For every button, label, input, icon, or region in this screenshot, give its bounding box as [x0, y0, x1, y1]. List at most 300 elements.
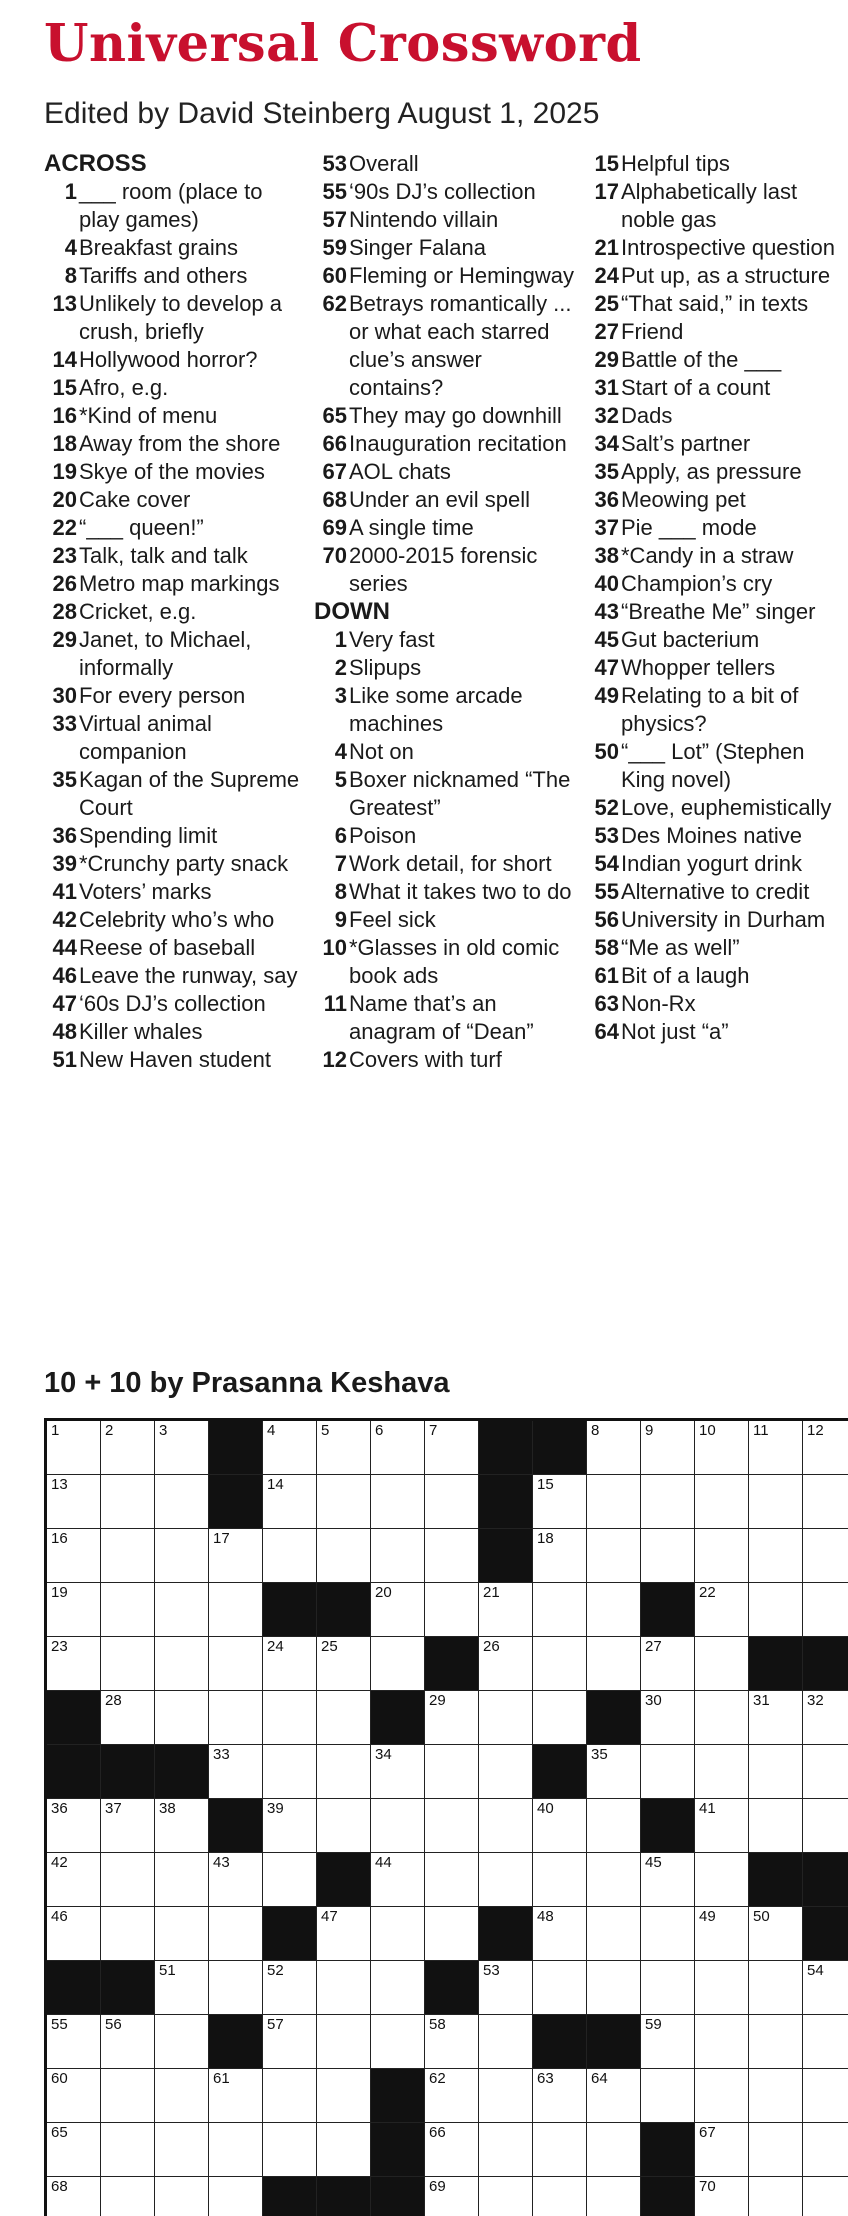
grid-cell[interactable]: [425, 2177, 479, 2216]
grid-cell[interactable]: [749, 2015, 803, 2069]
grid-cell[interactable]: [479, 2015, 533, 2069]
grid-cell[interactable]: [263, 1853, 317, 1907]
grid-cell[interactable]: [101, 1691, 155, 1745]
clue-number: 16: [52, 403, 77, 428]
cell-number: 39: [267, 1800, 284, 1817]
grid-block: [641, 2177, 695, 2216]
clue-number: 1: [64, 179, 77, 204]
grid-cell[interactable]: [317, 1907, 371, 1961]
cell-number: 7: [429, 1422, 438, 1439]
grid-cell[interactable]: [317, 1961, 371, 2015]
grid-cell[interactable]: [425, 1583, 479, 1637]
grid-block: [155, 1745, 209, 1799]
grid-block: [209, 1421, 263, 1475]
grid-cell[interactable]: [317, 1745, 371, 1799]
clue-text: Des Moines native: [621, 823, 802, 848]
grid-cell[interactable]: [101, 1853, 155, 1907]
grid-cell[interactable]: [587, 1907, 641, 1961]
clue-number: 60: [322, 263, 347, 288]
grid-cell[interactable]: [641, 1691, 695, 1745]
grid-block: [47, 1691, 101, 1745]
clue-number: 2: [334, 655, 347, 680]
grid-cell[interactable]: [479, 2123, 533, 2177]
grid-cell[interactable]: [479, 2177, 533, 2216]
grid-block: [371, 1691, 425, 1745]
grid-cell[interactable]: [641, 1637, 695, 1691]
grid-cell[interactable]: [155, 2015, 209, 2069]
grid-cell[interactable]: [263, 2015, 317, 2069]
grid-cell[interactable]: [479, 1961, 533, 2015]
clue-text: *Crunchy party snack: [79, 851, 289, 876]
grid-cell[interactable]: [425, 2123, 479, 2177]
grid-cell[interactable]: [695, 1799, 749, 1853]
clue-number: 43: [594, 599, 619, 624]
grid-cell[interactable]: [803, 1745, 848, 1799]
grid-cell[interactable]: [749, 1907, 803, 1961]
grid-cell[interactable]: [47, 1907, 101, 1961]
grid-cell[interactable]: [317, 1637, 371, 1691]
cell-number: 36: [51, 1800, 68, 1817]
grid-cell[interactable]: [749, 1475, 803, 1529]
clue-text: ___ room (place to play games): [79, 179, 263, 232]
grid-cell[interactable]: [209, 1583, 263, 1637]
grid-cell[interactable]: [47, 1529, 101, 1583]
grid-cell[interactable]: [587, 1961, 641, 2015]
grid-cell[interactable]: [209, 1853, 263, 1907]
clue-number: 26: [52, 571, 77, 596]
clue-number: 57: [322, 207, 347, 232]
grid-cell[interactable]: [749, 2177, 803, 2216]
clue-item: [44, 514, 306, 542]
grid-cell[interactable]: [695, 1475, 749, 1529]
clue-text: “___ Lot” (Stephen King novel): [621, 739, 805, 792]
clue-number: 5: [334, 767, 347, 792]
grid-cell[interactable]: [155, 1853, 209, 1907]
grid-cell[interactable]: [101, 1529, 155, 1583]
clue-number: 4: [334, 739, 347, 764]
grid-cell[interactable]: [425, 2015, 479, 2069]
grid-cell[interactable]: [101, 1475, 155, 1529]
grid-cell[interactable]: [695, 1637, 749, 1691]
grid-cell[interactable]: [695, 2123, 749, 2177]
grid-cell[interactable]: [695, 1529, 749, 1583]
grid-cell[interactable]: [695, 1745, 749, 1799]
clue-item: [44, 710, 306, 766]
grid-cell[interactable]: [101, 2123, 155, 2177]
grid-cell[interactable]: [371, 1745, 425, 1799]
grid-cell[interactable]: [749, 2069, 803, 2123]
grid-cell[interactable]: [425, 1799, 479, 1853]
grid-cell[interactable]: [803, 2123, 848, 2177]
grid-cell[interactable]: [479, 1583, 533, 1637]
grid-cell[interactable]: [317, 2069, 371, 2123]
grid-cell[interactable]: [803, 1475, 848, 1529]
grid-cell[interactable]: [155, 1583, 209, 1637]
clue-number: 35: [594, 459, 619, 484]
grid-cell[interactable]: [425, 1907, 479, 1961]
clue-item: [586, 290, 848, 318]
clue-number: 31: [594, 375, 619, 400]
grid-cell[interactable]: [803, 1529, 848, 1583]
cell-number: 65: [51, 2124, 68, 2141]
grid-cell[interactable]: [587, 1745, 641, 1799]
grid-cell[interactable]: [749, 1799, 803, 1853]
grid-cell[interactable]: [425, 2069, 479, 2123]
grid-cell[interactable]: [587, 2123, 641, 2177]
clue-item: [44, 430, 306, 458]
clue-number: 56: [594, 907, 619, 932]
grid-cell[interactable]: [47, 2015, 101, 2069]
grid-cell[interactable]: [641, 1853, 695, 1907]
grid-cell[interactable]: [803, 1583, 848, 1637]
clue-text: Salt’s partner: [621, 431, 751, 456]
clue-item: [44, 626, 306, 682]
cell-number: 9: [645, 1422, 654, 1439]
clue-text: *Kind of menu: [79, 403, 218, 428]
cell-number: 62: [429, 2070, 446, 2087]
clue-number: 22: [52, 515, 77, 540]
grid-cell[interactable]: [263, 1637, 317, 1691]
cell-number: 64: [591, 2070, 608, 2087]
grid-cell[interactable]: [371, 1637, 425, 1691]
grid-cell[interactable]: [155, 1475, 209, 1529]
clue-text: Love, euphemistically: [621, 795, 832, 820]
clue-number: 35: [52, 767, 77, 792]
grid-cell[interactable]: [695, 1907, 749, 1961]
grid-cell[interactable]: [371, 1529, 425, 1583]
grid-cell[interactable]: [749, 1583, 803, 1637]
grid-cell[interactable]: [479, 1691, 533, 1745]
clue-text: Virtual animal companion: [79, 711, 212, 764]
grid-cell[interactable]: [317, 1799, 371, 1853]
clue-text: Start of a count: [621, 375, 771, 400]
grid-cell[interactable]: [587, 1421, 641, 1475]
clue-item: [586, 738, 848, 794]
grid-cell[interactable]: [641, 1961, 695, 2015]
grid-cell[interactable]: [317, 1529, 371, 1583]
grid-cell[interactable]: [209, 1907, 263, 1961]
grid-cell[interactable]: [371, 1421, 425, 1475]
grid-cell[interactable]: [155, 1907, 209, 1961]
grid-cell[interactable]: [695, 1961, 749, 2015]
grid-cell[interactable]: [155, 1637, 209, 1691]
crossword-grid: [44, 1418, 848, 2216]
grid-cell[interactable]: [263, 1961, 317, 2015]
grid-cell[interactable]: [803, 2069, 848, 2123]
grid-cell[interactable]: [209, 1745, 263, 1799]
grid-cell[interactable]: [749, 2123, 803, 2177]
clue-column-3: [586, 150, 848, 1046]
grid-cell[interactable]: [371, 1907, 425, 1961]
grid-cell[interactable]: [425, 1691, 479, 1745]
clue-number: 18: [52, 431, 77, 456]
clue-item: [44, 262, 306, 290]
clue-number: 46: [52, 963, 77, 988]
grid-cell[interactable]: [47, 1583, 101, 1637]
grid-cell[interactable]: [425, 1421, 479, 1475]
grid-cell[interactable]: [479, 1745, 533, 1799]
grid-cell[interactable]: [101, 1583, 155, 1637]
grid-cell[interactable]: [533, 1853, 587, 1907]
cell-number: 67: [699, 2124, 716, 2141]
clue-item: [44, 766, 306, 822]
grid-cell[interactable]: [533, 1961, 587, 2015]
grid-cell[interactable]: [479, 1853, 533, 1907]
clue-number: 4: [64, 235, 77, 260]
grid-cell[interactable]: [803, 1691, 848, 1745]
grid-cell[interactable]: [371, 1853, 425, 1907]
cell-number: 42: [51, 1854, 68, 1871]
cell-number: 41: [699, 1800, 716, 1817]
clue-item: [44, 990, 306, 1018]
grid-cell[interactable]: [371, 1475, 425, 1529]
grid-cell[interactable]: [155, 1421, 209, 1475]
grid-cell[interactable]: [641, 2015, 695, 2069]
grid-cell[interactable]: [641, 1421, 695, 1475]
clue-item: [44, 542, 306, 570]
clue-number: 24: [594, 263, 619, 288]
grid-cell[interactable]: [695, 1583, 749, 1637]
grid-cell[interactable]: [587, 1583, 641, 1637]
clue-number: 68: [322, 487, 347, 512]
grid-cell[interactable]: [803, 1421, 848, 1475]
grid-cell[interactable]: [263, 1799, 317, 1853]
clue-item: [586, 654, 848, 682]
grid-cell[interactable]: [587, 1799, 641, 1853]
clue-text: Hollywood horror?: [79, 347, 258, 372]
clue-number: 15: [594, 151, 619, 176]
clue-text: What it takes two to do: [349, 879, 572, 904]
grid-block: [425, 1637, 479, 1691]
clue-item: [314, 486, 576, 514]
clue-text: Whopper tellers: [621, 655, 776, 680]
grid-cell[interactable]: [101, 1907, 155, 1961]
grid-cell[interactable]: [209, 1691, 263, 1745]
grid-cell[interactable]: [695, 1421, 749, 1475]
clue-text: Boxer nicknamed “The Greatest”: [349, 767, 571, 820]
grid-cell[interactable]: [101, 1799, 155, 1853]
grid-cell[interactable]: [317, 1691, 371, 1745]
grid-cell[interactable]: [641, 1529, 695, 1583]
grid-cell[interactable]: [479, 1799, 533, 1853]
grid-block: [317, 2177, 371, 2216]
clue-number: 30: [52, 683, 77, 708]
grid-cell[interactable]: [749, 1745, 803, 1799]
clue-text: Metro map markings: [79, 571, 280, 596]
grid-cell[interactable]: [533, 1799, 587, 1853]
grid-cell[interactable]: [533, 2177, 587, 2216]
grid-cell[interactable]: [209, 1961, 263, 2015]
clue-item: [314, 290, 576, 402]
clue-text: Battle of the ___: [621, 347, 782, 372]
grid-cell[interactable]: [317, 1475, 371, 1529]
grid-cell[interactable]: [263, 1529, 317, 1583]
grid-cell[interactable]: [533, 1691, 587, 1745]
grid-cell[interactable]: [47, 1637, 101, 1691]
clue-text: Non-Rx: [621, 991, 696, 1016]
grid-block: [587, 2015, 641, 2069]
grid-cell[interactable]: [209, 2177, 263, 2216]
grid-cell[interactable]: [425, 1475, 479, 1529]
grid-cell[interactable]: [209, 2069, 263, 2123]
clue-text: Kagan of the Supreme Court: [79, 767, 300, 820]
grid-cell[interactable]: [317, 2015, 371, 2069]
cell-number: 56: [105, 2016, 122, 2033]
grid-cell[interactable]: [47, 2069, 101, 2123]
grid-cell[interactable]: [47, 1421, 101, 1475]
grid-cell[interactable]: [533, 1475, 587, 1529]
clue-text: Put up, as a structure: [621, 263, 831, 288]
cell-number: 50: [753, 1908, 770, 1925]
clue-number: 33: [52, 711, 77, 736]
clue-text: For every person: [79, 683, 246, 708]
clue-number: 38: [594, 543, 619, 568]
grid-cell[interactable]: [155, 2069, 209, 2123]
grid-block: [317, 1583, 371, 1637]
grid-cell[interactable]: [155, 1799, 209, 1853]
grid-block: [371, 2069, 425, 2123]
grid-cell[interactable]: [263, 1745, 317, 1799]
grid-cell[interactable]: [641, 2069, 695, 2123]
grid-cell[interactable]: [587, 2177, 641, 2216]
grid-cell[interactable]: [47, 1475, 101, 1529]
grid-cell[interactable]: [533, 1907, 587, 1961]
clue-number: 53: [594, 823, 619, 848]
grid-cell[interactable]: [155, 1691, 209, 1745]
clue-item: [586, 346, 848, 374]
grid-cell[interactable]: [533, 1583, 587, 1637]
grid-cell[interactable]: [749, 1421, 803, 1475]
grid-cell[interactable]: [371, 1583, 425, 1637]
grid-cell[interactable]: [803, 2015, 848, 2069]
cell-number: 51: [159, 1962, 176, 1979]
grid-cell[interactable]: [695, 1691, 749, 1745]
cell-number: 63: [537, 2070, 554, 2087]
clue-item: [314, 430, 576, 458]
clue-number: 44: [52, 935, 77, 960]
down-heading: DOWN: [314, 598, 390, 625]
cell-number: 33: [213, 1746, 230, 1763]
grid-cell[interactable]: [263, 2069, 317, 2123]
grid-cell[interactable]: [425, 1529, 479, 1583]
clue-number: 47: [52, 991, 77, 1016]
grid-cell[interactable]: [101, 2069, 155, 2123]
grid-cell[interactable]: [371, 1961, 425, 2015]
grid-cell[interactable]: [641, 1475, 695, 1529]
grid-cell[interactable]: [155, 2177, 209, 2216]
cell-number: 3: [159, 1422, 168, 1439]
clue-item: [44, 934, 306, 962]
grid-cell[interactable]: [749, 1529, 803, 1583]
cell-number: 61: [213, 2070, 230, 2087]
grid-cell[interactable]: [587, 1853, 641, 1907]
grid-cell[interactable]: [155, 2123, 209, 2177]
grid-cell[interactable]: [101, 1637, 155, 1691]
cell-number: 21: [483, 1584, 500, 1601]
cell-number: 4: [267, 1422, 276, 1439]
grid-cell[interactable]: [263, 2123, 317, 2177]
clue-item: [314, 206, 576, 234]
grid-cell[interactable]: [749, 1691, 803, 1745]
grid-cell[interactable]: [479, 1637, 533, 1691]
grid-cell[interactable]: [209, 2123, 263, 2177]
grid-cell[interactable]: [587, 1637, 641, 1691]
grid-cell[interactable]: [371, 2015, 425, 2069]
clue-text: ‘90s DJ’s collection: [349, 179, 536, 204]
clue-number: 37: [594, 515, 619, 540]
clue-text: *Candy in a straw: [621, 543, 794, 568]
grid-cell[interactable]: [209, 1529, 263, 1583]
clue-number: 48: [52, 1019, 77, 1044]
grid-cell[interactable]: [803, 1961, 848, 2015]
grid-cell[interactable]: [695, 2177, 749, 2216]
clue-number: 1: [334, 627, 347, 652]
grid-cell[interactable]: [263, 1475, 317, 1529]
grid-cell[interactable]: [425, 1853, 479, 1907]
grid-cell[interactable]: [47, 2123, 101, 2177]
clue-text: Talk, talk and talk: [79, 543, 248, 568]
grid-cell[interactable]: [803, 1799, 848, 1853]
grid-cell[interactable]: [479, 2069, 533, 2123]
grid-cell[interactable]: [695, 2015, 749, 2069]
grid-cell[interactable]: [263, 1421, 317, 1475]
grid-cell[interactable]: [587, 1529, 641, 1583]
grid-cell[interactable]: [155, 1961, 209, 2015]
grid-cell[interactable]: [533, 1637, 587, 1691]
grid-cell[interactable]: [101, 1421, 155, 1475]
grid-cell[interactable]: [533, 2069, 587, 2123]
clue-number: 28: [52, 599, 77, 624]
clue-item: [314, 626, 576, 654]
clue-text: Covers with turf: [349, 1047, 502, 1072]
grid-cell[interactable]: [641, 1907, 695, 1961]
clue-number: 21: [594, 235, 619, 260]
clue-text: Not just “a”: [621, 1019, 729, 1044]
grid-cell[interactable]: [47, 1799, 101, 1853]
grid-cell[interactable]: [695, 2069, 749, 2123]
grid-cell[interactable]: [695, 1853, 749, 1907]
clue-item: [586, 598, 848, 626]
grid-block: [641, 1799, 695, 1853]
grid-cell[interactable]: [749, 1961, 803, 2015]
grid-cell[interactable]: [101, 2015, 155, 2069]
grid-cell[interactable]: [803, 2177, 848, 2216]
clue-number: 13: [52, 291, 77, 316]
grid-cell[interactable]: [155, 1529, 209, 1583]
grid-cell[interactable]: [533, 1529, 587, 1583]
clue-text: Killer whales: [79, 1019, 203, 1044]
grid-cell[interactable]: [371, 1799, 425, 1853]
grid-cell[interactable]: [47, 1853, 101, 1907]
clue-item: [586, 934, 848, 962]
grid-cell[interactable]: [587, 1475, 641, 1529]
clue-item: [586, 906, 848, 934]
grid-cell[interactable]: [317, 2123, 371, 2177]
grid-cell[interactable]: [101, 2177, 155, 2216]
clue-text: Inauguration recitation: [349, 431, 567, 456]
grid-cell[interactable]: [263, 1691, 317, 1745]
grid-cell[interactable]: [425, 1745, 479, 1799]
grid-cell[interactable]: [641, 1745, 695, 1799]
grid-cell[interactable]: [587, 2069, 641, 2123]
grid-cell[interactable]: [209, 1637, 263, 1691]
clue-item: [314, 234, 576, 262]
grid-cell[interactable]: [47, 2177, 101, 2216]
grid-cell[interactable]: [533, 2123, 587, 2177]
clue-text: Afro, e.g.: [79, 375, 169, 400]
clue-number: 41: [52, 879, 77, 904]
grid-cell[interactable]: [317, 1421, 371, 1475]
